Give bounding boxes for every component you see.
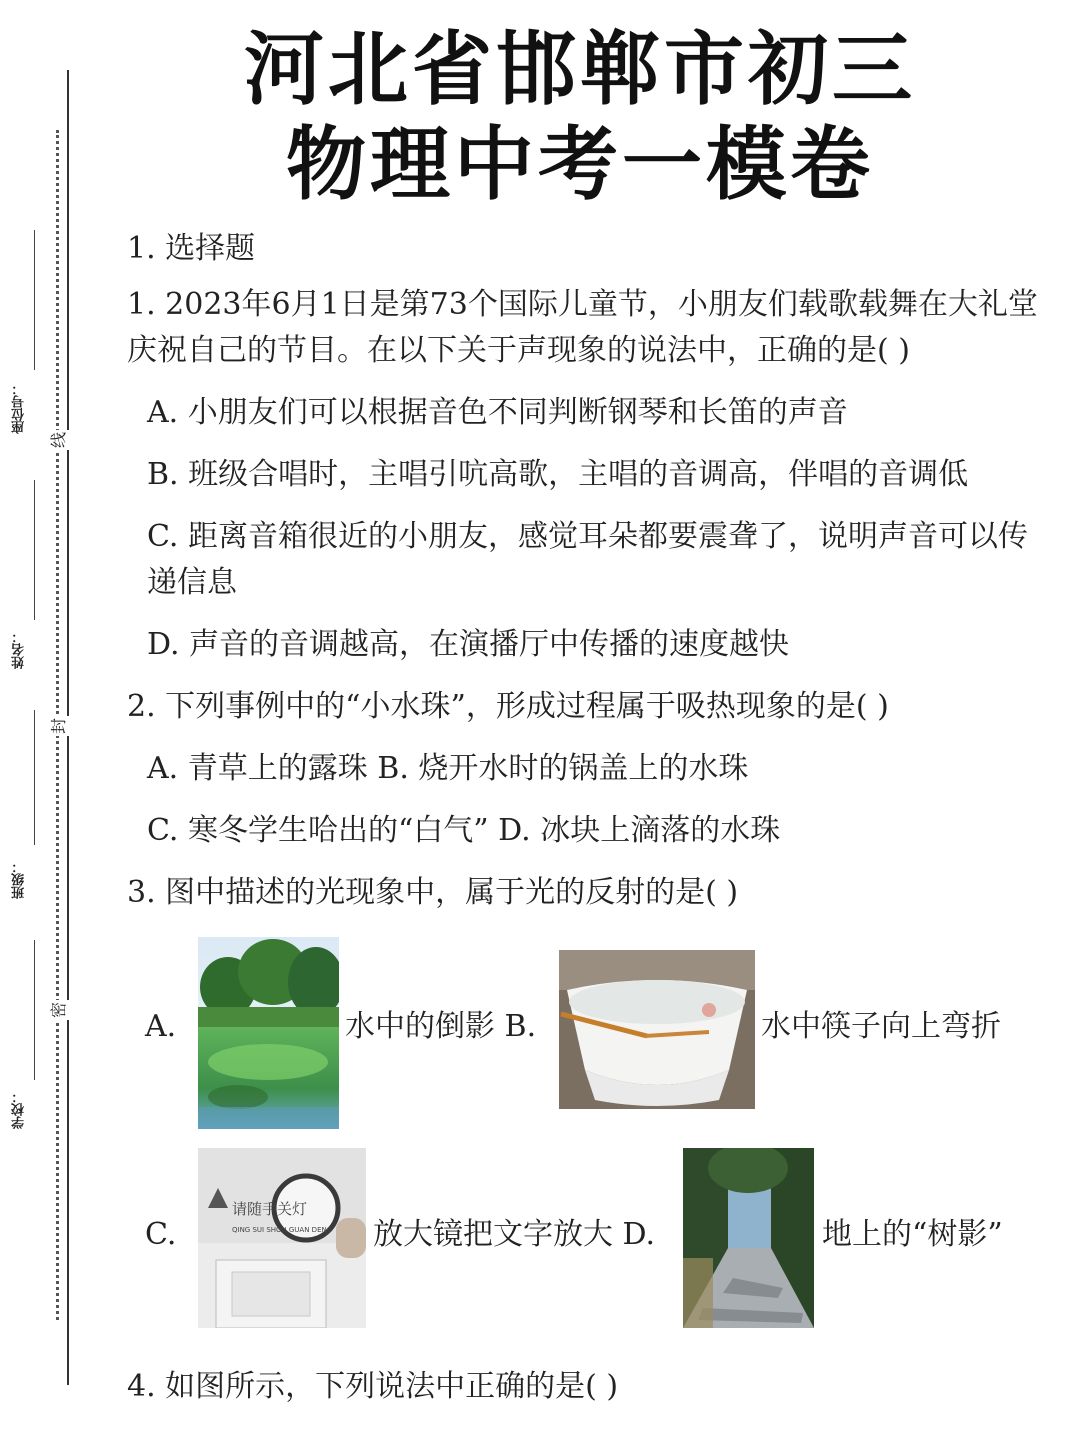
question-1-option-d: D. 声音的音调越高，在演播厅中传播的速度越快 xyxy=(147,627,790,662)
option-a-label: A. xyxy=(145,1009,177,1044)
page-title-line1: 河北省邯郸市初三 xyxy=(244,23,916,116)
tree-shadow-photo xyxy=(683,1148,814,1328)
school-fill-line xyxy=(34,940,35,1080)
question-1-option-b: B. 班级合唱时，主唱引吭高歌，主唱的音调高，伴唱的音调低 xyxy=(147,457,969,492)
mark-secret: 密 xyxy=(46,1000,70,1020)
seat-fill-line xyxy=(34,230,35,370)
option-b-text: 水中筷子向上弯折 xyxy=(761,1009,1001,1044)
sign-pinyin: QING SUI SHOU GUAN DENG xyxy=(232,1226,333,1234)
option-d-text: 地上的“树影” xyxy=(822,1217,1003,1252)
question-3-stem: 3. 图中描述的光现象中，属于光的反射的是( ) xyxy=(127,875,739,910)
reflection-photo xyxy=(198,937,339,1129)
exam-content xyxy=(127,226,1057,1426)
page-title-line2: 物理中考一模卷 xyxy=(286,118,874,211)
mark-seal: 封 xyxy=(46,716,70,736)
section-heading: 1. 选择题 xyxy=(127,231,256,266)
chopstick-bowl-photo xyxy=(559,950,755,1109)
mark-line: 线 xyxy=(46,430,70,450)
class-label: 班级： xyxy=(12,860,27,900)
question-4-stem: 4. 如图所示，下列说法中正确的是( ) xyxy=(127,1369,619,1404)
question-2-options-cd: C. 寒冬学生哈出的“白气” D. 冰块上滴落的水珠 xyxy=(147,813,781,848)
name-label: 姓名： xyxy=(12,630,27,670)
sign-text: 请随手关灯 xyxy=(232,1200,308,1218)
seat-label: 座位号： xyxy=(12,382,27,434)
option-c-label: C. xyxy=(145,1217,177,1252)
question-1-option-a: A. 小朋友们可以根据音色不同判断钢琴和长笛的声音 xyxy=(147,395,848,430)
question-3-options-cd xyxy=(127,1148,1057,1348)
binding-margin xyxy=(0,0,110,1440)
option-a-text: 水中的倒影 B. xyxy=(345,1009,537,1044)
school-label: 学校： xyxy=(12,1090,27,1130)
question-1-option-c: C. 距离音箱很近的小朋友，感觉耳朵都要震聋了，说明声音可以传递信息 xyxy=(147,519,1028,600)
name-fill-line xyxy=(34,480,35,620)
question-3-options-ab xyxy=(127,932,1057,1132)
question-2-stem: 2. 下列事例中的“小水珠”，形成过程属于吸热现象的是( ) xyxy=(127,689,889,724)
option-c-text: 放大镜把文字放大 D. xyxy=(373,1217,656,1252)
question-1-stem: 1. 2023年6月1日是第73个国际儿童节，小朋友们载歌载舞在大礼堂庆祝自己的节目。在以下关于声现象的说法中，正确的是( ) xyxy=(127,287,1038,368)
question-2-options-ab: A. 青草上的露珠 B. 烧开水时的锅盖上的水珠 xyxy=(147,751,749,786)
magnifier-photo xyxy=(198,1148,366,1328)
class-fill-line xyxy=(34,710,35,845)
